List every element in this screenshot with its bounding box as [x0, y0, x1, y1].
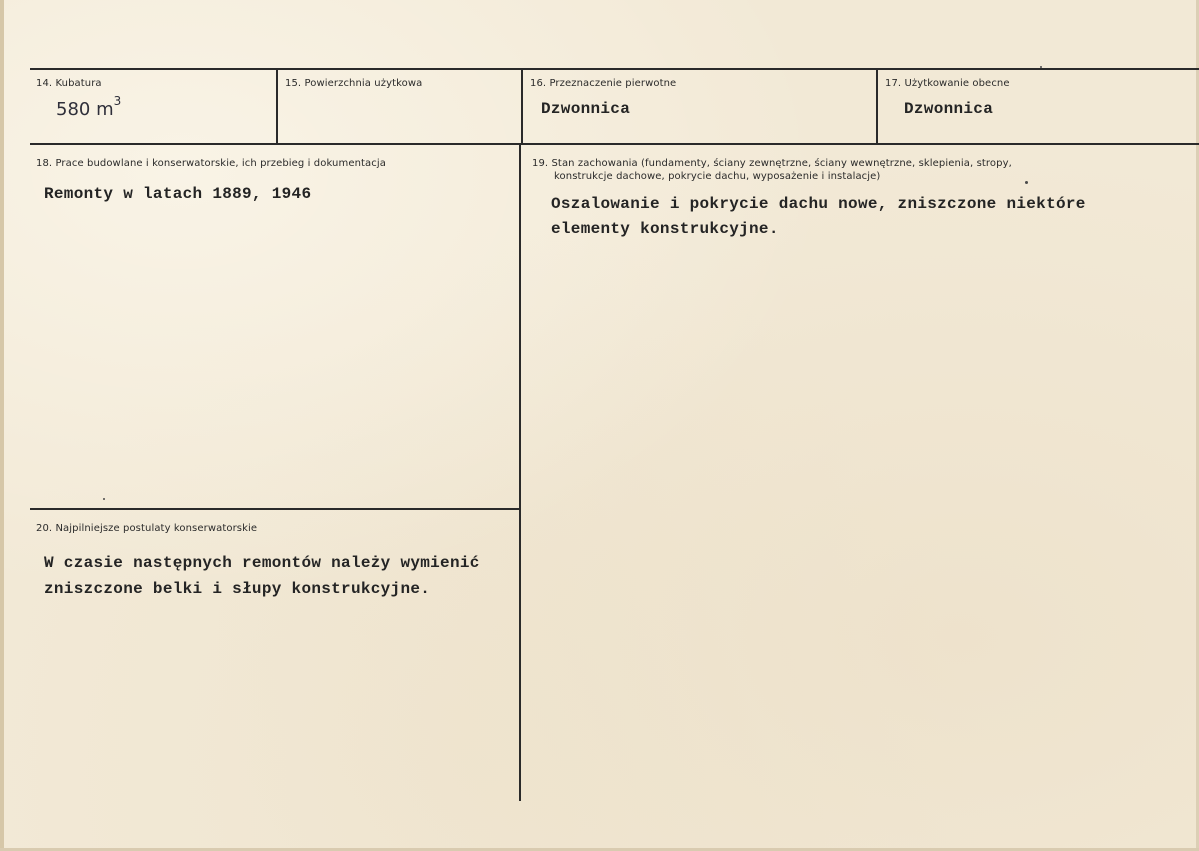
uzytkowanie-value: Dzwonnica — [904, 100, 994, 118]
col-divider-14-15 — [276, 69, 278, 144]
main-column-divider — [519, 144, 521, 801]
kubatura-value — [56, 94, 122, 120]
prace-budowlane-label: 18. Prace budowlane i konserwatorskie, ich przebieg i dokumentacja — [36, 158, 386, 169]
przeznaczenie-value: Dzwonnica — [541, 100, 631, 118]
stan-zachowania-value-line1: Oszalowanie i pokrycie dachu nowe, zniszczone niektóre — [551, 195, 1086, 213]
col-divider-16-17 — [876, 69, 878, 144]
stan-zachowania-value-line2: elementy konstrukcyjne. — [551, 220, 779, 238]
stan-zachowania-label: 19. Stan zachowania (fundamenty, ściany zewnętrzne, ściany wewnętrzne, sklepienia, stropy, — [532, 158, 1012, 169]
paper-speck — [1025, 181, 1028, 184]
powierzchnia-label: 15. Powierzchnia użytkowa — [285, 78, 423, 89]
row-18-20-divider — [30, 508, 520, 510]
paper-speck — [1040, 66, 1042, 68]
przeznaczenie-label: 16. Przeznaczenie pierwotne — [530, 78, 677, 89]
top-rule — [30, 68, 1199, 70]
kubatura-label: 14. Kubatura — [36, 78, 102, 89]
postulaty-label: 20. Najpilniejsze postulaty konserwatorskie — [36, 523, 258, 534]
kubatura-value-exponent: 3 — [113, 94, 122, 108]
postulaty-value-line2: zniszczone belki i słupy konstrukcyjne. — [44, 580, 431, 598]
stan-zachowania-label-cont: konstrukcje dachowe, pokrycie dachu, wyposażenie i instalacje) — [554, 171, 881, 182]
kubatura-value-main: 580 m — [56, 99, 114, 120]
card-left-edge — [0, 0, 4, 851]
col-divider-15-16 — [521, 69, 523, 144]
row1-bottom-rule — [30, 143, 1199, 145]
uzytkowanie-label: 17. Użytkowanie obecne — [885, 78, 1010, 89]
prace-budowlane-value: Remonty w latach 1889, 1946 — [44, 185, 312, 203]
postulaty-value-line1: W czasie następnych remontów należy wymienić — [44, 554, 480, 572]
paper-speck — [103, 498, 105, 500]
